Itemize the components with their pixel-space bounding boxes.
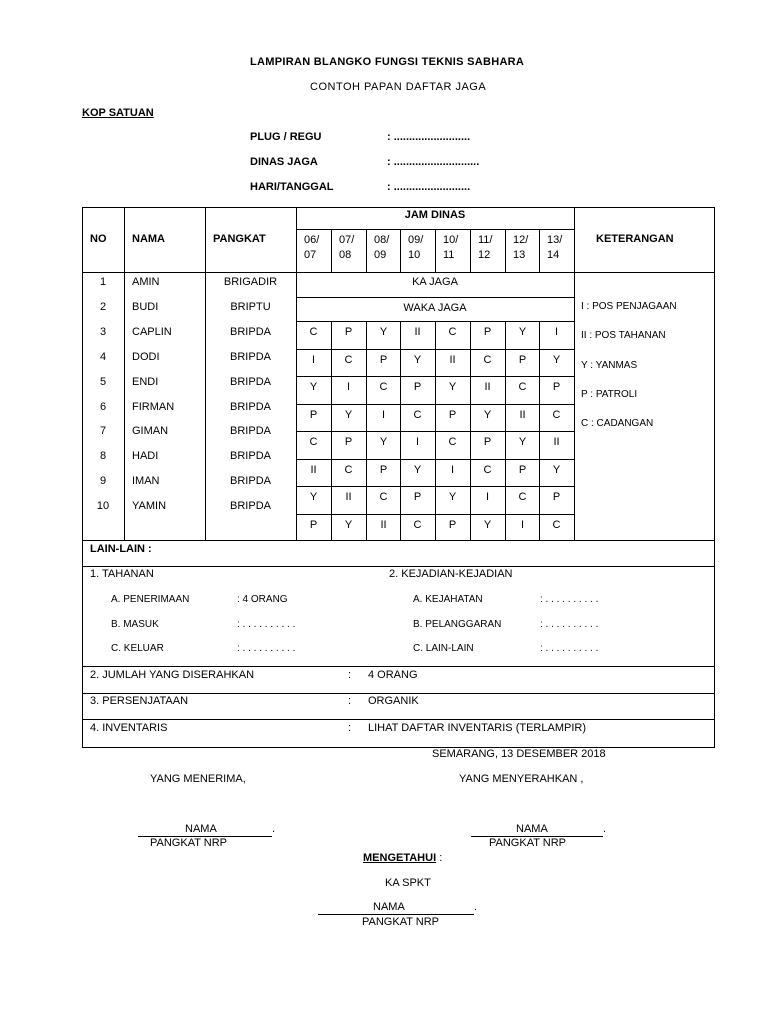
hour-label-start: 06/ (304, 234, 320, 246)
shift-cell: C (483, 464, 492, 476)
row-pangkat: BRIPDA (230, 326, 271, 338)
hour-label-end: 08 (339, 249, 352, 261)
row-nama: YAMIN (132, 500, 167, 512)
shift-cell: I (311, 354, 316, 366)
shift-cell: C (518, 381, 527, 393)
shift-cell: Y (552, 464, 561, 476)
shift-cell: I (520, 519, 525, 531)
row-number: 8 (99, 450, 107, 462)
row-number: 5 (99, 376, 107, 388)
persenjataan-colon: : (348, 695, 352, 707)
hour-divider (435, 229, 436, 272)
shift-cell: P (379, 354, 388, 366)
ka-spkt-nama-dot: . (474, 901, 478, 913)
table-divider (296, 297, 574, 298)
receiver-nama: NAMA (185, 823, 217, 835)
row-pangkat: BRIPDA (230, 425, 271, 437)
receiver-nama-dot: . (272, 823, 276, 835)
row-pangkat: BRIPDA (230, 450, 271, 462)
shift-cell: C (552, 519, 561, 531)
shift-cell: P (552, 381, 561, 393)
shift-cell: Y (518, 326, 527, 338)
row-nama: HADI (132, 450, 159, 462)
shift-cell: II (484, 381, 491, 393)
masuk-value: : . . . . . . . . . . (237, 619, 296, 630)
pelanggaran-value: : . . . . . . . . . . (540, 619, 599, 630)
mengetahui-line (363, 852, 442, 864)
row-nama: ENDI (132, 376, 159, 388)
giver-nama-dot: . (603, 823, 607, 835)
kejadian-heading: 2. KEJADIAN-KEJADIAN (389, 568, 513, 580)
ka-spkt-signature-line (318, 914, 474, 915)
field-label-hari-tanggal: HARI/TANGGAL (250, 181, 334, 193)
hour-divider (366, 229, 367, 272)
masuk-label: B. MASUK (111, 619, 159, 630)
giver-label: YANG MENYERAHKAN , (459, 773, 584, 785)
tahanan-heading: 1. TAHANAN (90, 568, 154, 580)
row-nama: AMIN (132, 276, 160, 288)
hour-label-start: 11/ (478, 234, 493, 246)
shift-cell: II (380, 519, 387, 531)
row-nama: IMAN (132, 475, 160, 487)
legend-item: C : CADANGAN (581, 418, 654, 429)
field-label-plug-regu: PLUG / REGU (250, 131, 322, 143)
shift-cell: II (519, 409, 526, 421)
row-number: 1 (99, 276, 107, 288)
mengetahui-colon: : (436, 852, 443, 864)
legend-item: II : POS TAHANAN (581, 330, 666, 341)
shift-cell: P (483, 326, 492, 338)
row-pangkat: BRIPTU (230, 301, 271, 313)
lain-lain-row (82, 541, 715, 567)
shift-cell: C (448, 436, 457, 448)
field-value-dinas-jaga: : ............................ (387, 156, 480, 168)
shift-cell: I (485, 491, 490, 503)
field-label-dinas-jaga: DINAS JAGA (250, 156, 318, 168)
shift-cell: P (309, 519, 318, 531)
grid-divider (296, 404, 574, 405)
shift-cell: II (345, 491, 352, 503)
shift-cell: P (413, 491, 422, 503)
shift-cell: P (448, 519, 457, 531)
hour-divider (470, 229, 471, 272)
penerimaan-value: : 4 ORANG (237, 594, 288, 605)
persenjataan-value: ORGANIK (368, 695, 419, 707)
hour-label-start: 12/ (513, 234, 529, 246)
shift-cell: II (553, 436, 560, 448)
hour-divider (331, 229, 332, 272)
penerimaan-label: A. PENERIMAAN (111, 594, 190, 605)
table-divider (205, 207, 206, 541)
tahanan-section (82, 567, 715, 667)
hour-label-start: 13/ (547, 234, 563, 246)
shift-cell: Y (379, 436, 388, 448)
legend-item: Y : YANMAS (581, 360, 638, 371)
field-value-hari-tanggal: : ......................... (387, 181, 471, 193)
legend-item: I : POS PENJAGAAN (581, 301, 677, 312)
hour-divider (539, 229, 540, 272)
col-header-no: NO (90, 233, 107, 245)
shift-cell: Y (413, 354, 422, 366)
persenjataan-label: 3. PERSENJATAAN (90, 695, 189, 707)
shift-cell: II (310, 464, 317, 476)
ka-jaga-label: KA JAGA (412, 276, 458, 288)
shift-cell: Y (518, 436, 527, 448)
row-number: 10 (96, 500, 110, 512)
hour-label-end: 14 (547, 249, 560, 261)
pelanggaran-label: B. PELANGGARAN (413, 619, 502, 630)
shift-cell: Y (413, 464, 422, 476)
row-nama: DODI (132, 351, 160, 363)
shift-cell: Y (309, 381, 318, 393)
shift-cell: P (448, 409, 457, 421)
shift-cell: Y (309, 491, 318, 503)
shift-cell: Y (448, 491, 457, 503)
col-header-jam-dinas: JAM DINAS (404, 209, 466, 221)
giver-pangkat-nrp: PANGKAT NRP (489, 837, 567, 849)
lain-lain-label: C. LAIN-LAIN (413, 643, 474, 654)
kop-satuan-label: KOP SATUAN (82, 107, 154, 119)
hour-label-start: 10/ (443, 234, 459, 246)
hour-label-start: 07/ (339, 234, 355, 246)
mengetahui-label: MENGETAHUI (363, 852, 437, 864)
shift-cell: P (413, 381, 422, 393)
shift-cell: I (415, 436, 420, 448)
row-pangkat: BRIPDA (230, 500, 271, 512)
shift-cell: C (413, 409, 422, 421)
table-divider (124, 207, 125, 541)
row-nama: GIMAN (132, 425, 169, 437)
shift-cell: Y (344, 519, 353, 531)
shift-cell: C (309, 436, 318, 448)
shift-cell: C (309, 326, 318, 338)
document-title: LAMPIRAN BLANGKO FUNGSI TEKNIS SABHARA (250, 56, 525, 68)
shift-cell: P (518, 464, 527, 476)
shift-cell: C (379, 491, 388, 503)
jumlah-colon: : (348, 669, 352, 681)
row-number: 4 (99, 351, 107, 363)
row-number: 9 (99, 475, 107, 487)
shift-cell: P (518, 354, 527, 366)
lain-lain-title: LAIN-LAIN : (90, 543, 152, 555)
keluar-label: C. KELUAR (111, 643, 164, 654)
hour-label-start: 09/ (408, 234, 424, 246)
keluar-value: : . . . . . . . . . . (237, 643, 296, 654)
hour-divider (505, 229, 506, 272)
shift-cell: P (379, 464, 388, 476)
ka-spkt-pangkat-nrp: PANGKAT NRP (362, 916, 440, 928)
shift-cell: Y (379, 326, 388, 338)
shift-cell: P (309, 409, 318, 421)
shift-cell: C (344, 354, 353, 366)
ka-spkt-label: KA SPKT (385, 877, 431, 889)
waka-jaga-label: WAKA JAGA (403, 302, 467, 314)
row-nama: CAPLIN (132, 326, 172, 338)
shift-cell: C (344, 464, 353, 476)
row-nama: FIRMAN (132, 401, 175, 413)
row-pangkat: BRIPDA (230, 475, 271, 487)
shift-cell: Y (483, 519, 492, 531)
grid-divider (296, 431, 574, 432)
jumlah-label: 2. JUMLAH YANG DISERAHKAN (90, 669, 255, 681)
shift-cell: C (448, 326, 457, 338)
shift-cell: P (344, 436, 353, 448)
grid-divider (296, 376, 574, 377)
lain-lain-value: : . . . . . . . . . . (540, 643, 599, 654)
shift-cell: I (450, 464, 455, 476)
receiver-pangkat-nrp: PANGKAT NRP (150, 837, 228, 849)
inventaris-colon: : (348, 722, 352, 734)
shift-cell: I (554, 326, 559, 338)
hour-divider (400, 229, 401, 272)
giver-nama: NAMA (516, 823, 548, 835)
shift-cell: I (346, 381, 351, 393)
shift-cell: Y (552, 354, 561, 366)
shift-cell: Y (344, 409, 353, 421)
row-pangkat: BRIPDA (230, 351, 271, 363)
shift-cell: P (552, 491, 561, 503)
shift-cell: C (518, 491, 527, 503)
grid-divider (296, 459, 574, 460)
hour-label-start: 08/ (374, 234, 390, 246)
table-divider (296, 272, 574, 273)
col-header-pangkat: PANGKAT (213, 233, 266, 245)
row-pangkat: BRIPDA (230, 401, 271, 413)
row-number: 7 (99, 425, 107, 437)
field-value-plug-regu: : ......................... (387, 131, 471, 143)
shift-cell: Y (483, 409, 492, 421)
shift-cell: P (483, 436, 492, 448)
grid-divider (296, 514, 574, 515)
grid-divider (296, 349, 574, 350)
hour-label-end: 11 (443, 249, 455, 261)
col-header-keterangan: KETERANGAN (596, 233, 674, 245)
table-divider (574, 207, 575, 541)
shift-cell: I (381, 409, 386, 421)
shift-cell: II (414, 326, 421, 338)
hour-label-end: 12 (478, 249, 491, 261)
receiver-label: YANG MENERIMA, (150, 773, 246, 785)
shift-cell: C (552, 409, 561, 421)
hour-label-end: 13 (513, 249, 526, 261)
col-header-nama: NAMA (132, 233, 165, 245)
shift-cell: C (483, 354, 492, 366)
kejahatan-value: : . . . . . . . . . . (540, 594, 599, 605)
shift-cell: Y (448, 381, 457, 393)
inventaris-label: 4. INVENTARIS (90, 722, 168, 734)
row-pangkat: BRIPDA (230, 376, 271, 388)
row-number: 2 (99, 301, 107, 313)
inventaris-value: LIHAT DAFTAR INVENTARIS (TERLAMPIR) (368, 722, 586, 734)
place-date: SEMARANG, 13 DESEMBER 2018 (432, 748, 606, 760)
hour-label-end: 09 (374, 249, 387, 261)
row-nama: BUDI (132, 301, 159, 313)
document-subtitle: CONTOH PAPAN DAFTAR JAGA (310, 81, 487, 93)
row-number: 6 (99, 401, 107, 413)
row-number: 3 (99, 326, 107, 338)
hour-label-end: 07 (304, 249, 317, 261)
shift-cell: II (449, 354, 456, 366)
jumlah-value: 4 ORANG (368, 669, 418, 681)
ka-spkt-nama: NAMA (373, 901, 405, 913)
shift-cell: C (379, 381, 388, 393)
shift-cell: P (344, 326, 353, 338)
grid-divider (296, 486, 574, 487)
shift-cell: C (413, 519, 422, 531)
row-pangkat: BRIGADIR (223, 276, 278, 288)
legend-item: P : PATROLI (581, 389, 638, 400)
kejahatan-label: A. KEJAHATAN (413, 594, 483, 605)
hour-label-end: 10 (408, 249, 421, 261)
